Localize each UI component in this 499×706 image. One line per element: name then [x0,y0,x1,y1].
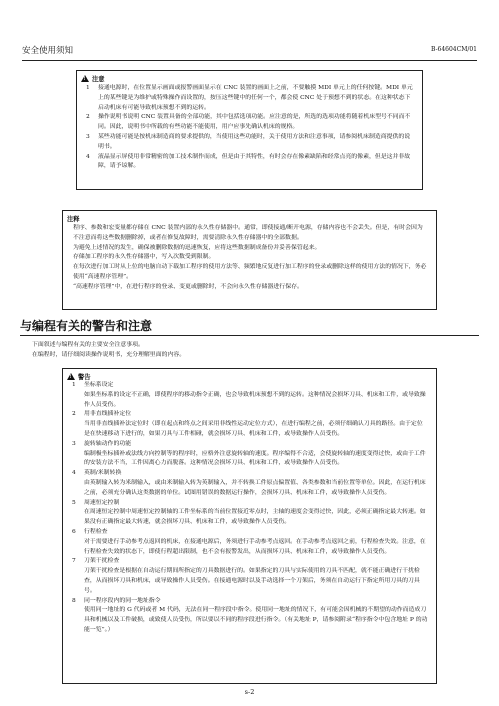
caution-item-number: 3 [86,133,90,140]
caution-item [77,113,422,133]
warning-item-text: 如果坐标系的设定不正确，即使程序的移动指令正确，也会导致机床预想不到的运转。这种情况会损坏刀具、机床和工件，或导致操作人员受伤。 [84,391,426,408]
section-title: 与编程有关的警告和注意 [20,319,153,333]
note-title-row [63,214,436,223]
note-body [63,224,436,293]
warning-item-number: 5 [72,499,76,506]
caution-item [77,84,422,113]
warning-item-text: 编制极坐标插补或法线方向控制等的程序时，应格外注意旋转轴的速度。程序编得不合适，会使旋转轴的速度变得过快，或由于工件的安装方法不当，工件因离心力而脱落。这种情况会损坏刀具、机床和工件，或导致操作人员受伤。 [84,450,426,467]
warning-item-text: 使用同一地址的 G 代码或者 M 代码，无法在同一程序段中指令。使用同一地址的情况下，有可能会因机械的不期望的动作而造成刀具和机械以及工件破损，或致使人员受伤，所以要以不同的程序段进行指令。（有关地址 P，请参阅附录“程序指令中包含地址 P 的功能一览”。） [84,607,428,633]
note-paragraph: 存储加工程序的永久性存储器中，写入次数受到限制。 [73,254,215,261]
page-header [22,46,477,61]
caution-item-text: 接通电源时，在位置显示画面或报警画面显示在 CNC 装置的画面上之前，不要触摸 MDI 单元上的任何按键。MDI 单元上的某些键是为维护或特殊操作而设置的，按压这些键中的任何一个，都会使 CNC 处于预想不到的状态。在这种状态下启动机床有可能导致机床预想不到的运转。 [98,85,413,111]
note-paragraph: “高速程序管理”中，在进行程序的登录、变更或删除时，不会向永久性存储器进行保存。 [73,283,303,290]
note-paragraph: 为避免上述情况的发生，确保被删除数据的迅速恢复，应将这些数据制成备份并妥善保管起来。 [73,244,321,251]
caution-item-number: 4 [86,153,90,160]
caution-item-text: 某些功能可能是按机床制造商的要求提供的，当使用这些功能时，关于使用方法和注意事项，请参阅机床制造商提供的说明书。 [98,133,411,150]
note-box [62,210,437,310]
warning-item-title: 坐标系设定 [84,382,114,388]
warning-item-text: 在周速恒定控制中周速恒定控制轴的工件坐标系的当前位置接近零点时，主轴的速度会变得过快，因此，必须正确指定最大转速。如果没有正确指定最大转速，就会损坏刀具、机床和工件，或导致操作人员受伤。 [84,509,426,526]
warning-item [63,381,436,410]
warning-item [63,557,436,596]
caution-item [77,153,422,173]
warning-item-number: 8 [72,597,76,604]
warning-item-title: 英制/米制转换 [84,470,122,477]
note-paragraph: 在每次进行加工时从上位的电脑自动下载加工程序的使用方法等、频繁地反复进行加工程序的登录或删除这样的使用方法的情况下，务必使用“高速程序管理”。 [73,264,427,280]
section-intro-2: 在编程时，请仔细阅读操作说明书，充分理解里面的内容。 [32,352,186,358]
warning-item [63,469,436,498]
warning-item-title: 行程检查 [84,528,108,535]
warning-item-number: 2 [72,411,76,418]
warning-item-number: 1 [72,382,76,388]
note-title: 注释 [67,216,80,223]
warning-box [62,368,437,684]
warning-item [63,528,436,557]
warning-item-text: 由英制输入转为米制输入，或由米制输入转为英制输入，并不转换工件原点偏置值、各类参数和当前位置等单位。因此，在运行机床之前，必须充分确认这类数据的单位。试图用错误的数据运行操作，会损坏刀具、机床和工件，或导致操作人员受伤。 [84,479,426,496]
caution-item-number: 2 [86,114,90,121]
warning-item [63,410,436,439]
caution-box [76,70,423,190]
caution-title-row [77,74,422,83]
warning-item [63,440,436,469]
warning-item-text: 刀架干扰检查是根据在自动运行期间所指定的刀具数据进行的。如果指定的刀具与实际使用的刀具不匹配，就不能正确进行干扰检查，从而损坏刀具和机床，或导致操作人员受伤。在接通电源时以及手动选择一个刀架后，务须在自动运行下指定所用刀具的刀具号。 [84,568,420,594]
warning-item-number: 4 [72,470,76,477]
warning-title-row [63,372,436,381]
warning-item-number: 6 [72,528,76,535]
warning-list [63,381,436,636]
warning-triangle-icon [67,373,75,380]
warning-item-title: 同一程序段内的同一地址指令 [84,597,161,604]
caution-item-text: 操作说明书说明 CNC 装置具备的全部功能，其中包括选项功能。应注意的是，所选的选项功能将随着机床型号不同而不同。因此，说明书中所载的有些功能不能使用，用户应事先确认机床的规格。 [98,114,411,131]
header-title: 安全使用须知 [22,46,74,56]
warning-item-title: 刀架干扰检查 [84,558,120,565]
warning-item [63,499,436,528]
header-doc-number: B-64604CM/01 [430,46,477,53]
warning-item-number: 7 [72,558,76,565]
caution-item-number: 1 [86,85,90,91]
warning-item-title: 用非直线插补定位 [84,411,132,418]
warning-item-title: 旋转轴动作的功能 [84,440,132,447]
warning-item-title: 周速恒定控制 [84,499,120,506]
section-intro-1: 下面叙述与编程有关的主要安全注意事项。 [32,342,144,348]
warning-title: 警告 [78,374,91,381]
warning-item-text: 对于需要进行手动参考点返回的机床，在接通电源后，务须进行手动参考点返回。在手动参考点返回之前，行程检查失效。注意，在行程检查失效的状态下，即使行程超出限制，也不会有报警发出，从而损坏刀具、机床和工件，或导致操作人员受伤。 [84,538,426,555]
warning-item-text: 当用非直线插补法定位时（即在起点和终点之间采用非线性运动定位方式），在进行编程之前，必须仔细确认刀具的路径。由于定位是在快速移动下进行的，如果刀具与工件相碰，就会损坏刀具、机床和工件，或导致操作人员受伤。 [84,421,423,437]
section-rule [20,335,479,336]
note-paragraph: 程序、参数和宏变量都存储在 CNC 装置内部的永久性存储器中。通常，即使接通/断开电源，存储内容也不会丢失。但是，有时会因为不注意而将这些数据删除掉，或者在修复故障时，需要清除永久性存储器中的全部数据。 [73,225,423,241]
caution-item-text: 液晶显示屏使用非常精密的加工技术制作而成，但是由于其特性，有时会存在像素缺陷和经常点亮的像素，但是这并非故障，请予谅解。 [98,153,411,170]
warning-item [63,597,436,636]
caution-item [77,133,422,153]
warning-item-number: 3 [72,440,76,447]
caution-title: 注意 [92,76,105,83]
warning-triangle-icon [81,75,89,82]
caution-list [77,84,422,172]
page-number: s-2 [244,688,255,696]
